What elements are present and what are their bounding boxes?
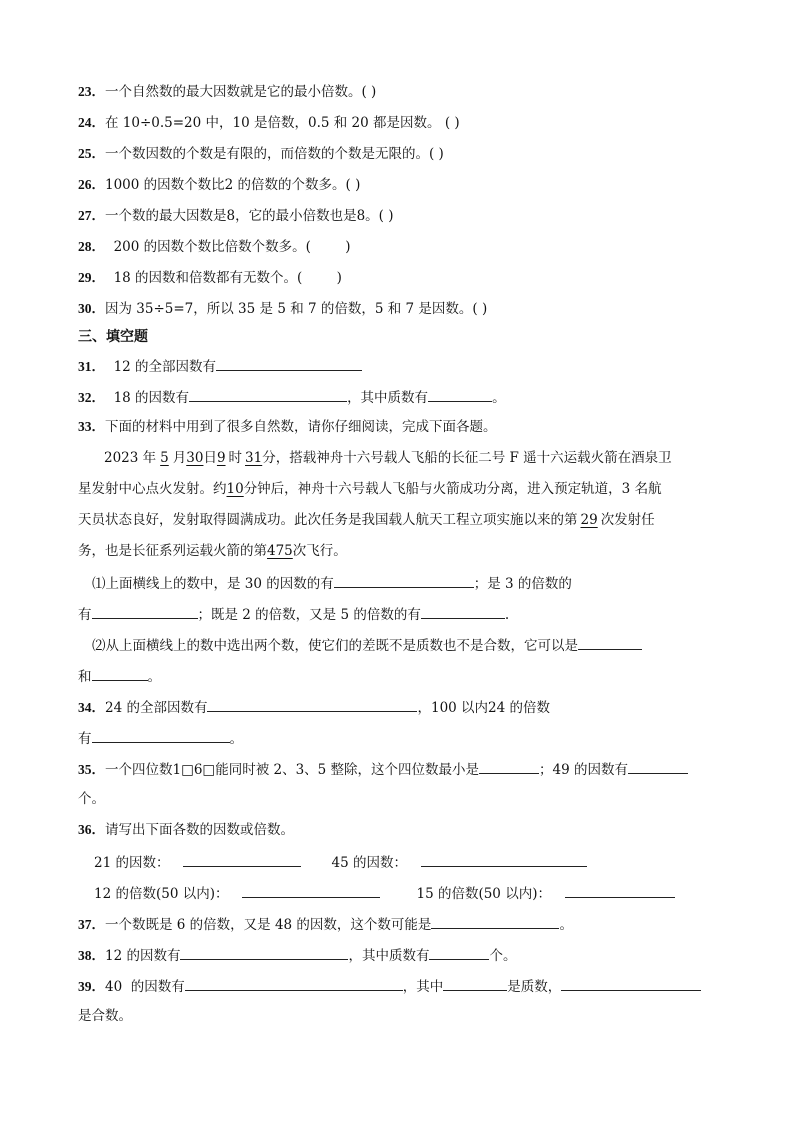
passage-text: 分钟后，神舟十六号载人飞船与火箭成功分离，进入预定轨道，3 名航 — [243, 481, 662, 497]
question-text: 21 的因数： — [94, 855, 170, 871]
question-text: 45 的因数： — [331, 855, 407, 871]
passage-line-3 — [78, 511, 655, 529]
answer-blank[interactable] — [561, 976, 701, 991]
question-number: 31． — [78, 359, 105, 374]
question-number: 25． — [78, 146, 105, 161]
underlined-number: 475 — [267, 543, 293, 559]
question-text: 。 — [147, 669, 161, 685]
question-text: 是质数， — [507, 979, 562, 995]
sub-question-1 — [92, 573, 572, 593]
question-31 — [78, 356, 362, 376]
question-number: 29． — [78, 270, 105, 285]
question-text: 因为 35÷5=7，所以 35 是 5 和 7 的倍数，5 和 7 是因数。( ) — [105, 301, 488, 317]
answer-blank[interactable] — [334, 573, 474, 588]
answer-blank[interactable] — [92, 666, 148, 681]
answer-blank[interactable] — [242, 883, 380, 898]
question-number: 27． — [78, 208, 105, 223]
underlined-number: 31 — [245, 450, 263, 466]
question-39-cont — [78, 1007, 132, 1025]
question-number: 37． — [78, 917, 105, 932]
answer-blank[interactable] — [185, 976, 403, 991]
question-text: 12 的因数有 — [105, 948, 181, 964]
underlined-number: 10 — [226, 481, 244, 497]
answer-blank[interactable] — [92, 604, 198, 619]
passage-text: 次飞行。 — [292, 543, 347, 559]
passage-text: 月 — [172, 450, 187, 466]
answer-blank[interactable] — [428, 387, 492, 402]
question-text: 一个数因数的个数是有限的，而倍数的个数是无限的。( ) — [105, 146, 444, 162]
passage-text: 2023 年 — [104, 450, 157, 466]
question-text: 是合数。 — [78, 1008, 132, 1024]
question-text: 请写出下面各数的因数或倍数。 — [105, 822, 294, 838]
question-30 — [78, 300, 487, 318]
question-36-row-1 — [94, 852, 587, 872]
question-text: ，100 以内24 的倍数 — [417, 700, 551, 716]
question-35-cont — [78, 790, 105, 808]
question-number: 39． — [78, 979, 105, 994]
question-number: 30． — [78, 301, 105, 316]
question-text: 18 的因数有 — [105, 390, 190, 406]
question-number: 34． — [78, 700, 105, 715]
question-text: 1000 的因数个数比2 的倍数的个数多。( ) — [105, 177, 361, 193]
question-34 — [78, 697, 550, 717]
underlined-number: 5 — [160, 450, 169, 466]
question-text: 12 的倍数(50 以内)： — [94, 886, 229, 902]
answer-blank[interactable] — [479, 759, 539, 774]
passage-text: 务，也是长征系列运载火箭的第 — [78, 543, 267, 559]
question-26 — [78, 176, 360, 194]
answer-blank[interactable] — [429, 945, 489, 960]
question-number: 26． — [78, 177, 105, 192]
question-38 — [78, 945, 516, 965]
passage-text: 次发射任 — [600, 512, 655, 528]
question-number: 38． — [78, 948, 105, 963]
question-text: ，其中质数有 — [347, 390, 429, 406]
passage-text: 日 — [203, 450, 217, 466]
answer-blank[interactable] — [216, 356, 362, 371]
question-27 — [78, 207, 394, 225]
question-text: 。 — [229, 731, 243, 747]
underlined-number: 30 — [186, 450, 204, 466]
answer-blank[interactable] — [183, 852, 301, 867]
question-number: 24． — [78, 115, 105, 130]
question-35 — [78, 759, 688, 779]
question-number: 33． — [78, 419, 105, 434]
question-text: 24 的全部因数有 — [105, 700, 208, 716]
question-text: 18 的因数和倍数都有无数个。( ) — [105, 270, 342, 286]
question-text: 个。 — [489, 948, 517, 964]
passage-text: 时 — [228, 450, 243, 466]
question-37 — [78, 914, 573, 934]
question-text: ⑴上面横线上的数中，是 30 的因数的有 — [92, 576, 334, 592]
question-36 — [78, 821, 294, 839]
question-number: 32． — [78, 390, 105, 405]
sub-question-2-cont — [78, 666, 161, 686]
question-text: 200 的因数个数比倍数个数多。( ) — [105, 239, 351, 255]
question-text: 40 的因数有 — [105, 979, 185, 995]
passage-line-4 — [78, 542, 347, 560]
answer-blank[interactable] — [421, 852, 587, 867]
answer-blank[interactable] — [180, 945, 348, 960]
answer-blank[interactable] — [189, 387, 347, 402]
answer-blank[interactable] — [578, 635, 642, 650]
passage-text: 天员状态良好，发射取得圆满成功。此次任务是我国载人航天工程立项实施以来的第 — [78, 512, 578, 528]
underlined-number: 9 — [216, 450, 226, 466]
question-32 — [78, 387, 506, 407]
question-28 — [78, 238, 351, 256]
sub-question-2 — [92, 635, 642, 655]
question-33 — [78, 418, 497, 436]
question-text: 。 — [559, 917, 573, 933]
section-heading: 三、填空题 — [78, 329, 148, 345]
answer-blank[interactable] — [565, 883, 675, 898]
answer-blank[interactable] — [628, 759, 688, 774]
question-text: 有 — [78, 607, 92, 623]
question-text: 在 10÷0.5=20 中，10 是倍数，0.5 和 20 都是因数。 ( ) — [105, 115, 460, 131]
question-number: 23． — [78, 84, 105, 99]
question-24 — [78, 114, 460, 132]
passage-line-1 — [104, 449, 672, 467]
question-39 — [78, 976, 701, 996]
question-text: 一个数的最大因数是8，它的最小倍数也是8。( ) — [105, 208, 394, 224]
question-number: 35． — [78, 762, 105, 777]
question-text: 12 的全部因数有 — [105, 359, 217, 375]
question-text: 。 — [492, 390, 506, 406]
question-23 — [78, 83, 376, 101]
question-text: 有 — [78, 731, 92, 747]
question-text: 下面的材料中用到了很多自然数，请你仔细阅读，完成下面各题。 — [105, 419, 497, 435]
question-29 — [78, 269, 342, 287]
question-number: 36． — [78, 822, 105, 837]
question-text: 一个四位数1□6□能同时被 2、3、5 整除，这个四位数最小是 — [105, 762, 480, 778]
question-25 — [78, 145, 444, 163]
question-text: 一个数既是 6 的倍数，又是 48 的因数，这个数可能是 — [105, 917, 432, 933]
question-text: . — [504, 607, 510, 623]
question-text: ；是 3 的倍数的 — [473, 576, 572, 592]
answer-blank[interactable] — [92, 728, 230, 743]
question-text: 一个自然数的最大因数就是它的最小倍数。( ) — [105, 84, 377, 100]
answer-blank[interactable] — [207, 697, 417, 712]
question-text: 15 的倍数(50 以内)： — [416, 886, 551, 902]
question-text: ；既是 2 的倍数，又是 5 的倍数的有 — [197, 607, 421, 623]
question-number: 28． — [78, 239, 105, 254]
answer-blank[interactable] — [421, 604, 505, 619]
sub-question-1-cont — [78, 604, 509, 624]
question-text: ，其中 — [402, 979, 444, 995]
question-text: 个。 — [78, 791, 105, 807]
question-text: ，其中质数有 — [348, 948, 430, 964]
question-36-row-2 — [94, 883, 675, 903]
answer-blank[interactable] — [443, 976, 507, 991]
passage-text: 分，搭载神舟十六号载人飞船的长征二号 F 遥十六运载火箭在酒泉卫 — [262, 450, 672, 466]
question-text: ；49 的因数有 — [539, 762, 629, 778]
answer-blank[interactable] — [431, 914, 559, 929]
question-text: 和 — [78, 669, 92, 685]
question-34-cont — [78, 728, 243, 748]
passage-text: 星发射中心点火发射。约 — [78, 481, 227, 497]
underlined-number: 29 — [580, 512, 598, 528]
question-text: ⑵从上面横线上的数中选出两个数，使它们的差既不是质数也不是合数，它可以是 — [92, 638, 578, 654]
passage-line-2 — [78, 480, 662, 498]
